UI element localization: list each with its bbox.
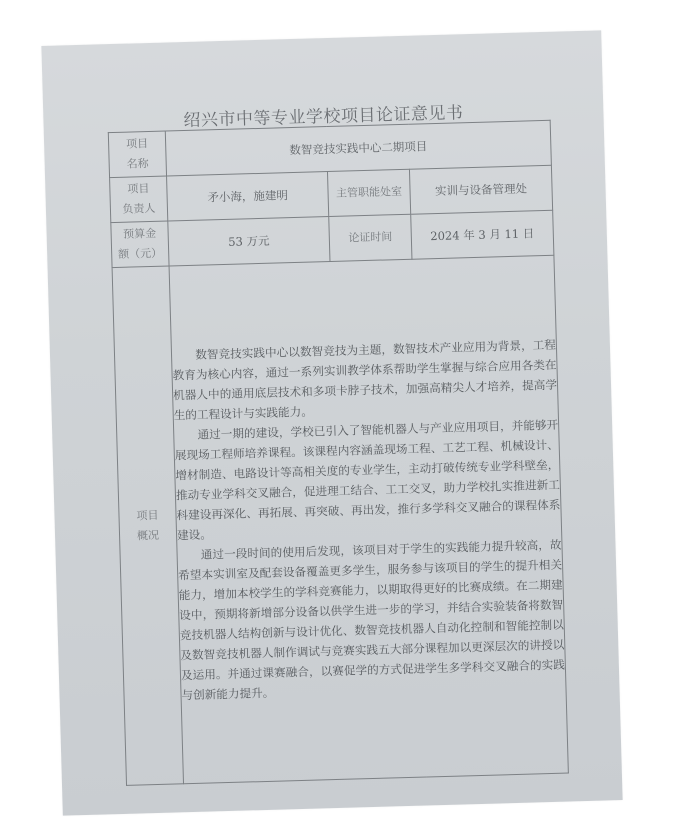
overview-content	[169, 255, 568, 784]
overview-label: 项目 概况	[112, 266, 183, 785]
budget-value: 53 万元	[168, 217, 330, 266]
project-form-table	[108, 120, 569, 786]
project-name-value: 数智竞技实践中心二期项目	[165, 120, 551, 176]
budget-label: 预算金 额（元）	[111, 221, 169, 268]
dept-label: 主管职能处室	[327, 169, 410, 216]
date-value: 2024 年 3 月 11 日	[411, 210, 554, 259]
row-overview	[112, 255, 568, 785]
leader-value: 矛小海，施建明	[167, 172, 329, 221]
overview-paragraph-1: 数智竞技实践中心以数智竞技为主题，数智技术产业应用为背景，工程教育为核心内容，通过一系列实训教学体系帮助学生掌握与综合应用各类在机器人中的通用底层技术和多项卡脖子技术，加强高精尖人才培养，提高学生的工程设计与实践能力。	[172, 337, 558, 422]
overview-paragraph-3: 通过一段时间的使用后发现，该项目对于学生的实践能力提升较高，故希望本实训室及配套设备覆盖更多学生，服务参与该项目的学生的提升相关能力，增加本校学生的学科竞赛能力，以期取得更好的比赛成绩。在二期建设中，预期将新增部分设备以供学生进一步的学习，并结合实验装备将数智竞技机器人结构创新与设计优化、数智竞技机器人自动化控制和智能控制以及数智竞技机器人制作调试与竞赛实践五大部分课程加以更深层次的讲授以及运用。并通过课赛融合，以赛促学的方式促进学生多学科交叉融合的实践与创新能力提升。	[177, 537, 566, 702]
dept-value: 实训与设备管理处	[409, 165, 552, 214]
date-label: 论证时间	[329, 214, 412, 261]
overview-paragraph-2: 通过一期的建设，学校已引入了智能机器人与产业应用项目，并能够开展现场工程师培养课程。该课程内容涵盖现场工程、工艺工程、机械设计、增材制造、电路设计等高相关度的专业学生，主动打破传统专业学科壁垒，推动专业学科交叉融合，促进理工结合、工工交叉，助力学校扎实推进新工科建设再深化、再拓展、再突破、再出发，推行多学科交叉融合的课程体系建设。	[174, 417, 561, 542]
document-title: 绍兴市中等专业学校项目论证意见书	[183, 103, 464, 132]
project-name-label: 项目 名称	[108, 131, 166, 178]
leader-label: 项目 负责人	[110, 176, 168, 223]
scanned-paper	[41, 30, 622, 815]
